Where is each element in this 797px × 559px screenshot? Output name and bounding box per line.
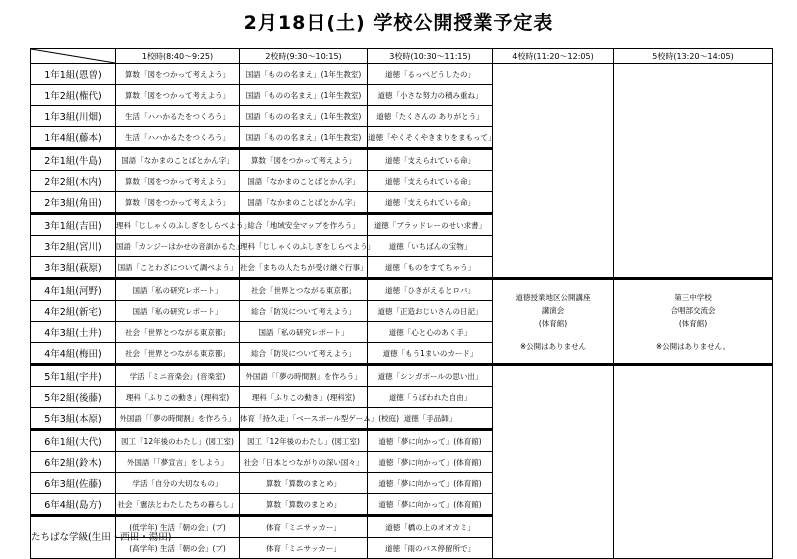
period-3-cell: 道徳「夢に向かって」(体育館) [368, 430, 493, 452]
header-period-2: 2校時(9:30～10:15) [240, 49, 368, 64]
period-1-cell: 理科「じしゃくのふしぎをしらべよう」 [116, 214, 240, 236]
class-name: 3年3組(萩原) [31, 257, 116, 279]
period-2-cell: 体育「ミニサッカー」 [240, 516, 368, 538]
period-2-cell: 算数「図をつかって考えよう」 [240, 149, 368, 171]
period-2-cell: 国語「ものの名まえ」(1年生教室) [240, 127, 368, 149]
header-period-4: 4校時(11:20～12:05) [493, 49, 614, 64]
period-3-cell: 道徳「心と心のあく手」 [368, 322, 493, 343]
class-name: 5年1組(宇井) [31, 365, 116, 387]
period-2-cell: 総合「地域安全マップを作ろう」 [240, 214, 368, 236]
period-5-event-location: (体育館) [678, 318, 708, 328]
class-name: 1年3組(川畑) [31, 106, 116, 127]
period-3-cell: 道徳「小さな努力の積み重ね」 [368, 85, 493, 106]
period-1-cell: 学活「ミニ音楽会」(音楽室) [116, 365, 240, 387]
period-1-cell: 理科「ふりこの動き」(理科室) [116, 387, 240, 408]
period-5-empty [614, 64, 773, 279]
period-3-cell: 道徳「るっぺどうしたの」 [368, 64, 493, 85]
period-1-cell: 生活「ハハかるたをつくろう」 [116, 127, 240, 149]
period-2-cell: 国語「なかまのことばとかん字」 [240, 192, 368, 214]
period-5-event [614, 279, 773, 365]
period-2-cell: 社会「まちの人たちが受け継ぐ行事」 [240, 257, 368, 279]
period-3-cell: 道徳「ひきがえるとロバ」 [368, 279, 493, 301]
period-1-cell: 国語「カンジーはかせの音訓かるた」 [116, 236, 240, 257]
class-name: 5年3組(本原) [31, 408, 116, 430]
class-name: 3年1組(吉田) [31, 214, 116, 236]
header-period-3: 3校時(10:30～11:15) [368, 49, 493, 64]
period-2-cell: 国語「ものの名まえ」(1年生教室) [240, 64, 368, 85]
period-3-cell: 道徳「手品師」 [368, 408, 493, 430]
period-4-event-location: (体育館) [538, 318, 568, 328]
period-3-cell: 道徳「夢に向かって」(体育館) [368, 473, 493, 494]
period-3-cell: 道徳「シンガポールの思い出」 [368, 365, 493, 387]
period-5-empty [614, 365, 773, 559]
period-2-cell: 図工「12年後のわたし」(図工室) [240, 430, 368, 452]
period-2-cell: 国語「なかまのことばとかん字」 [240, 171, 368, 192]
table-row [31, 64, 773, 85]
class-name: 6年2組(鈴木) [31, 452, 116, 473]
class-name: 1年1組(恩曽) [31, 64, 116, 85]
period-1-cell: 算数「図をつかって考えよう」 [116, 192, 240, 214]
class-name: 4年1組(河野) [31, 279, 116, 301]
period-2-cell: 総合「防災について考えよう」 [240, 343, 368, 365]
period-3-cell: 道徳「夢に向かって」(体育館) [368, 494, 493, 516]
class-name: 2年3組(角田) [31, 192, 116, 214]
period-3-cell: 道徳「正造おじいさんの日記」 [368, 301, 493, 322]
period-5-event-note: ※公開はありません。 [655, 341, 731, 351]
period-1-cell: 生活「ハハかるたをつくろう」 [116, 106, 240, 127]
period-3-cell: 道徳「うばわれた自由」 [368, 387, 493, 408]
period-2-cell: 国語「ものの名まえ」(1年生教室) [240, 85, 368, 106]
period-4-event-subtitle: 講演会 [541, 305, 565, 315]
period-5-event-subtitle: 合唱部交流会 [670, 305, 716, 315]
period-1-cell: 算数「図をつかって考えよう」 [116, 85, 240, 106]
period-3-cell: 道徳「支えられている命」 [368, 171, 493, 192]
period-1-cell: 算数「図をつかって考えよう」 [116, 64, 240, 85]
period-3-cell: 道徳「やくそくやきまりをまもって」 [368, 127, 493, 149]
class-name: 2年1組(牛島) [31, 149, 116, 171]
period-1-cell: 学活「自分の大切なもの」 [116, 473, 240, 494]
period-4-event [493, 279, 614, 365]
period-4-event-title: 道徳授業地区公開講座 [515, 292, 591, 302]
period-4-event-note: ※公開はありません [519, 341, 587, 351]
class-name: 6年4組(島方) [31, 494, 116, 516]
period-3-cell: 道徳「ブラッドレーのせい求書」 [368, 214, 493, 236]
period-4-empty [493, 64, 614, 279]
class-name: 5年2組(後藤) [31, 387, 116, 408]
period-2-cell: 算数「算数のまとめ」 [240, 494, 368, 516]
period-1-cell: 社会「世界とつながる東京都」 [116, 322, 240, 343]
period-3-cell: 道徳「支えられている命」 [368, 149, 493, 171]
header-period-1: 1校時(8:40～9:25) [116, 49, 240, 64]
period-2-cell: 体育「持久走」「ベースボール型ゲーム」(校庭) [240, 408, 368, 430]
period-1-cell: 社会「憲法とわたしたちの暮らし」 [116, 494, 240, 516]
class-name: 4年4組(梅田) [31, 343, 116, 365]
period-3-cell: 道徳「橋の上のオオカミ」 [368, 516, 493, 538]
period-1-cell: 社会「世界とつながる東京都」 [116, 343, 240, 365]
period-2-cell: 国語「私の研究レポート」 [240, 322, 368, 343]
class-name: 1年2組(権代) [31, 85, 116, 106]
period-2-cell: 算数「算数のまとめ」 [240, 473, 368, 494]
period-2-cell: 社会「世界とつながる東京都」 [240, 279, 368, 301]
period-3-cell: 道徳「雨のバス停留所で」 [368, 538, 493, 559]
table-row [31, 279, 773, 301]
period-1-cell: 国語「私の研究レポート」 [116, 279, 240, 301]
period-3-cell: 道徳「ものをすてちゃう」 [368, 257, 493, 279]
period-1-cell: 外国語「「夢の時間割」を作ろう」 [116, 408, 240, 430]
period-5-event-title: 第三中学校 [674, 292, 712, 302]
period-1-cell: 図工「12年後のわたし」(図工室) [116, 430, 240, 452]
header-period-5: 5校時(13:20～14:05) [614, 49, 773, 64]
period-1-cell: 国語「ことわざについて調べよう」 [116, 257, 240, 279]
class-name: 4年3組(土井) [31, 322, 116, 343]
period-2-cell: 外国語「「夢の時間割」を作ろう」 [240, 365, 368, 387]
period-1-cell: 外国語「「夢宣言」をしよう」 [116, 452, 240, 473]
class-name: 3年2組(宮川) [31, 236, 116, 257]
period-4-empty [493, 365, 614, 559]
period-3-cell: 道徳「支えられている命」 [368, 192, 493, 214]
class-name: 1年4組(藤本) [31, 127, 116, 149]
class-name: 6年3組(佐藤) [31, 473, 116, 494]
period-2-cell: 社会「日本とつながりの深い国々」 [240, 452, 368, 473]
period-3-cell: 道徳「たくさんの ありがとう」 [368, 106, 493, 127]
diagonal-line [31, 49, 115, 63]
period-2-cell: 体育「ミニサッカー」 [240, 538, 368, 559]
period-1-cell: 算数「図をつかって考えよう」 [116, 171, 240, 192]
page-title: 2月18日(土) 学校公開授業予定表 [243, 12, 554, 34]
period-1-cell: 国語「私の研究レポート」 [116, 301, 240, 322]
class-name: 4年2組(新宅) [31, 301, 116, 322]
period-1-cell: (低学年) 生活「朝の会」(プ) [116, 516, 240, 538]
schedule-table [30, 48, 773, 559]
period-3-cell: 道徳「もう1まいのカード」 [368, 343, 493, 365]
period-2-cell: 国語「ものの名まえ」(1年生教室) [240, 106, 368, 127]
header-row [31, 49, 773, 64]
table-row [31, 365, 773, 387]
period-2-cell: 理科「ふりこの動き」(理科室) [240, 387, 368, 408]
period-3-cell: 道徳「いちばんの宝物」 [368, 236, 493, 257]
period-3-cell: 道徳「夢に向かって」(体育館) [368, 452, 493, 473]
period-2-cell: 総合「防災について考えよう」 [240, 301, 368, 322]
corner-cell [31, 49, 116, 64]
class-name: 6年1組(大代) [31, 430, 116, 452]
period-2-cell: 理科「じしゃくのふしぎをしらべよう」 [240, 236, 368, 257]
class-name-tachibana: たちばな学級(生田・西田・湯田) [31, 516, 116, 559]
period-1-cell: 国語「なかまのことばとかん字」 [116, 149, 240, 171]
class-name: 2年2組(木内) [31, 171, 116, 192]
period-1-cell: (高学年) 生活「朝の会」(プ) [116, 538, 240, 559]
